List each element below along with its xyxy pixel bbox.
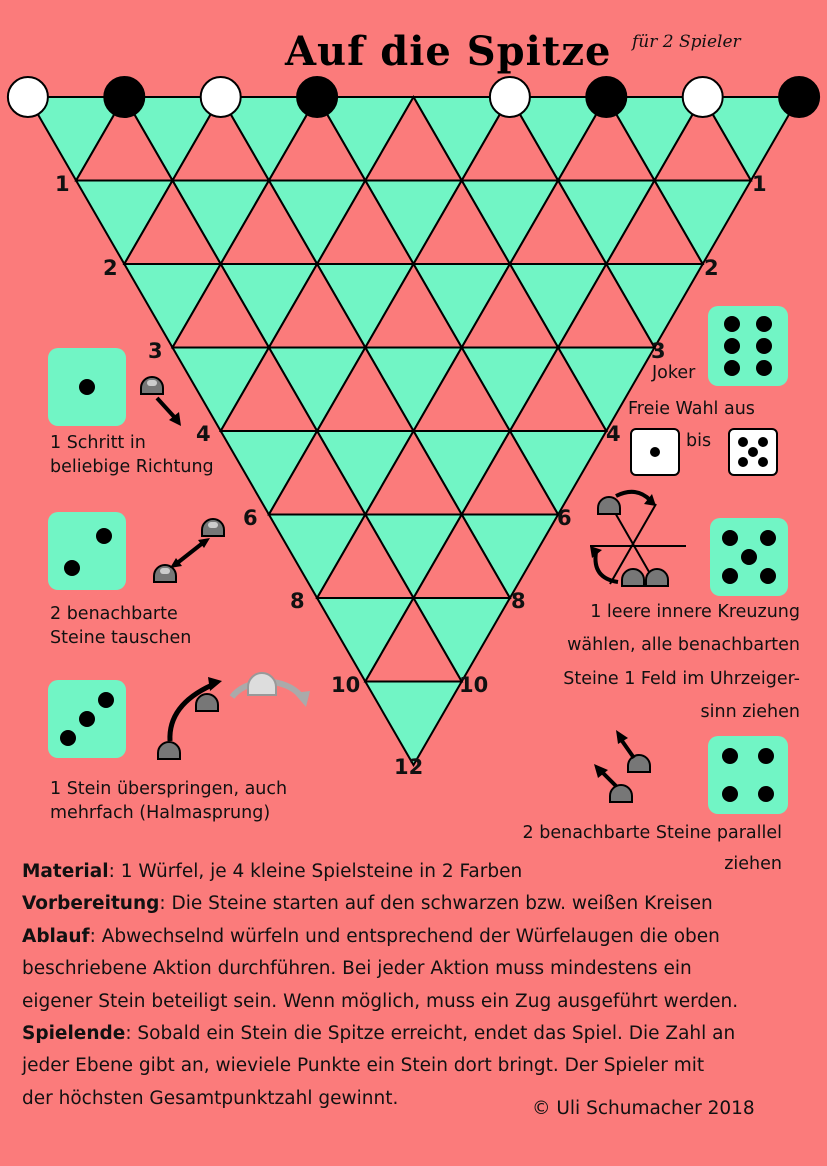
parallel-move-icon [584, 722, 674, 812]
rule-flow: Ablauf: Abwechselnd würfeln und entsprechend der Würfelaugen die oben [22, 925, 720, 947]
rotate-clockwise-icon [574, 488, 694, 598]
die-five [710, 518, 788, 596]
rule-end: Spielende: Sobald ein Stein die Spitze erreicht, endet das Spiel. Die Zahl an [22, 1022, 736, 1044]
die-pip [60, 730, 76, 746]
die-pip [96, 528, 112, 544]
action-three-text: 1 Stein überspringen, auch mehrfach (Halmasprung) [50, 779, 288, 823]
start-circle-white [683, 77, 723, 117]
die-pip [98, 692, 114, 708]
die-three [48, 680, 126, 758]
board-field [365, 682, 461, 766]
die-pip [722, 786, 738, 802]
die-pip [79, 711, 95, 727]
die-pip [758, 748, 774, 764]
level-label-right-4: 4 [606, 422, 621, 446]
die-pip [722, 748, 738, 764]
level-label-right-8: 8 [511, 589, 526, 613]
rule-material: Material: 1 Würfel, je 4 kleine Spielsteine in 2 Farben [22, 861, 523, 882]
die-pip [724, 360, 740, 376]
copyright: © Uli Schumacher 2018 [532, 1098, 755, 1119]
die-pip [64, 560, 80, 576]
rule-flow-line-2: beschriebene Aktion durchführen. Bei jeder Aktion muss mindestens ein [22, 958, 692, 980]
die-pip [741, 549, 757, 565]
level-label-left-10: 10 [331, 673, 361, 697]
start-circle-white [490, 77, 530, 117]
die-two [48, 512, 126, 590]
start-circle-black [586, 77, 626, 117]
level-label-left-4: 4 [196, 422, 211, 446]
die-pip [760, 568, 776, 584]
rules-text [22, 856, 812, 1115]
start-circle-black [104, 77, 144, 117]
die-pip [758, 786, 774, 802]
level-label-left-3: 3 [148, 339, 163, 363]
level-label-right-6: 6 [557, 506, 572, 530]
level-label-right-2: 2 [704, 256, 719, 280]
action-five-text: 1 leere innere Kreuzung wählen, alle benachbarten Steine 1 Feld im Uhrzeiger- sinn ziehen [563, 602, 800, 722]
die-pip [738, 437, 748, 447]
joker-free-choice-text: Freie Wahl aus [628, 399, 755, 419]
start-circle-black [779, 77, 819, 117]
action-four-text: 2 benachbarte Steine parallel ziehen [522, 823, 782, 874]
start-circle-white [8, 77, 48, 117]
player-count: für 2 Spieler [632, 32, 741, 52]
page-title: Auf die Spitze [285, 28, 612, 75]
die-six [708, 306, 788, 386]
level-label-right-1: 1 [752, 172, 767, 196]
start-circle-white [201, 77, 241, 117]
action-two-text: 2 benachbarte Steine tauschen [50, 604, 192, 648]
action-one-text: 1 Schritt in beliebige Richtung [50, 433, 214, 477]
die-pip [79, 379, 95, 395]
die-pip [722, 530, 738, 546]
level-label-left-8: 8 [290, 589, 305, 613]
die-pip [760, 530, 776, 546]
level-label-right-10: 10 [459, 673, 489, 697]
level-label-left-1: 1 [55, 172, 70, 196]
level-label-left-6: 6 [243, 506, 258, 530]
level-label-tip-12: 12 [394, 755, 424, 779]
die-pip [756, 316, 772, 332]
die-pip [650, 447, 660, 457]
die-pip [758, 437, 768, 447]
die-pip [722, 568, 738, 584]
die-pip [758, 457, 768, 467]
die-one [48, 348, 126, 426]
jump-arrow-icon [150, 655, 320, 765]
move-one-step-arrow-icon [135, 368, 195, 438]
rule-setup: Vorbereitung: Die Steine starten auf den schwarzen bzw. weißen Kreisen [22, 893, 713, 915]
level-label-right-3: 3 [651, 339, 666, 363]
die-four [708, 736, 788, 814]
joker-label: Joker [652, 363, 696, 383]
rule-flow-line-3: eigener Stein beteiligt sein. Wenn möglich, muss ein Zug ausgeführt werden. [22, 990, 739, 1012]
die-pip [748, 447, 758, 457]
swap-arrow-icon [150, 510, 230, 585]
rule-end-line-2: jeder Ebene gibt an, wieviele Punkte ein Stein dort bringt. Der Spieler mit [22, 1055, 705, 1077]
die-five-small [728, 428, 778, 476]
joker-range-text: bis [686, 431, 712, 451]
die-pip [756, 360, 772, 376]
die-pip [756, 338, 772, 354]
die-one-small [630, 428, 680, 476]
level-label-left-2: 2 [103, 256, 118, 280]
die-pip [738, 457, 748, 467]
die-pip [724, 316, 740, 332]
rule-end-line-3: der höchsten Gesamtpunktzahl gewinnt. [22, 1087, 399, 1109]
die-pip [724, 338, 740, 354]
start-circle-black [297, 77, 337, 117]
